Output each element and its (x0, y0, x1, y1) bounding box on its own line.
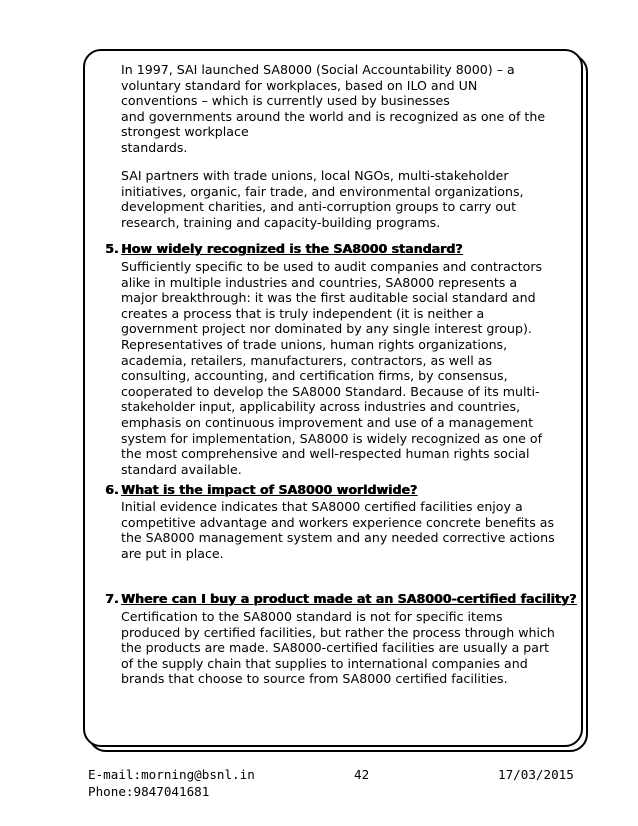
text-line: stakeholder input, applicability across industries and countries, (121, 399, 521, 415)
text-line: brands that choose to source from SA8000 certified facilities. (121, 671, 508, 687)
text-line: competitive advantage and workers experience concrete benefits as (121, 514, 555, 530)
question-number: 6. (105, 482, 119, 497)
text-line: In 1997, SAI launched SA8000 (Social Accountability 8000) – a (121, 62, 515, 77)
text-line: development charities, and anti-corruption groups to carry out (121, 199, 517, 215)
text-line: major breakthrough: it was the first auditable social standard and (121, 290, 536, 306)
question-5-heading (105, 241, 462, 257)
text-line: the products are made. SA8000-certified facilities are usually a part (121, 640, 550, 656)
text-line: of the supply chain that supplies to international companies and (121, 655, 528, 671)
intro-paragraph-2 (121, 168, 524, 230)
footer-email: E-mail:morning@bsnl.in (88, 767, 255, 782)
question-title: How widely recognized is the SA8000 standard? (121, 241, 463, 256)
text-line: standards. (121, 139, 188, 155)
text-line: academia, retailers, manufacturers, contractors, as well as (121, 352, 493, 368)
text-line: standard available. (121, 461, 242, 477)
footer-date: 17/03/2015 (498, 767, 574, 782)
question-7-answer (121, 609, 555, 687)
text-line: research, training and capacity-building programs. (121, 214, 441, 230)
text-line: the most comprehensive and well-respected human rights social (121, 446, 530, 462)
text-line: initiatives, organic, fair trade, and environmental organizations, (121, 183, 524, 199)
footer-phone: Phone:9847041681 (88, 784, 210, 799)
question-6-answer (121, 499, 555, 561)
text-line: conventions – which is currently used by businesses (121, 93, 450, 109)
question-title: What is the impact of SA8000 worldwide? (121, 482, 418, 497)
text-line: are put in place. (121, 545, 224, 561)
question-number: 7. (105, 591, 119, 606)
question-5-answer (121, 259, 542, 477)
text-line: and governments around the world and is recognized as one of the (121, 108, 546, 124)
text-line: Certification to the SA8000 standard is not for specific items (121, 609, 503, 624)
intro-paragraph-1 (121, 62, 545, 156)
question-number: 5. (105, 241, 119, 256)
question-6-heading (105, 482, 417, 498)
text-line: strongest workplace (121, 124, 249, 140)
question-title: Where can I buy a product made at an SA8000-certified facility? (121, 591, 577, 606)
question-7-heading (105, 591, 576, 607)
text-line: Sufficiently specific to be used to audit companies and contractors (121, 259, 543, 274)
text-line: Representatives of trade unions, human rights organizations, (121, 336, 508, 352)
text-line: Initial evidence indicates that SA8000 certified facilities enjoy a (121, 499, 523, 514)
text-line: alike in multiple industries and countries, SA8000 represents a (121, 274, 518, 290)
text-line: voluntary standard for workplaces, based on ILO and UN (121, 77, 478, 93)
text-line: creates a process that is truly independent (it is neither a (121, 305, 485, 321)
text-line: consulting, accounting, and certification firms, by consensus, (121, 368, 508, 384)
text-line: produced by certified facilities, but rather the process through which (121, 624, 555, 640)
text-line: the SA8000 management system and any needed corrective actions (121, 530, 555, 546)
text-line: cooperated to develop the SA8000 Standard. Because of its multi- (121, 383, 540, 399)
footer-page-number: 42 (354, 767, 370, 782)
text-line: system for implementation, SA8000 is widely recognized as one of (121, 430, 543, 446)
text-line: government project nor dominated by any single interest group). (121, 321, 532, 337)
text-line: SAI partners with trade unions, local NGOs, multi-stakeholder (121, 168, 509, 183)
text-line: emphasis on continuous improvement and use of a management (121, 414, 534, 430)
